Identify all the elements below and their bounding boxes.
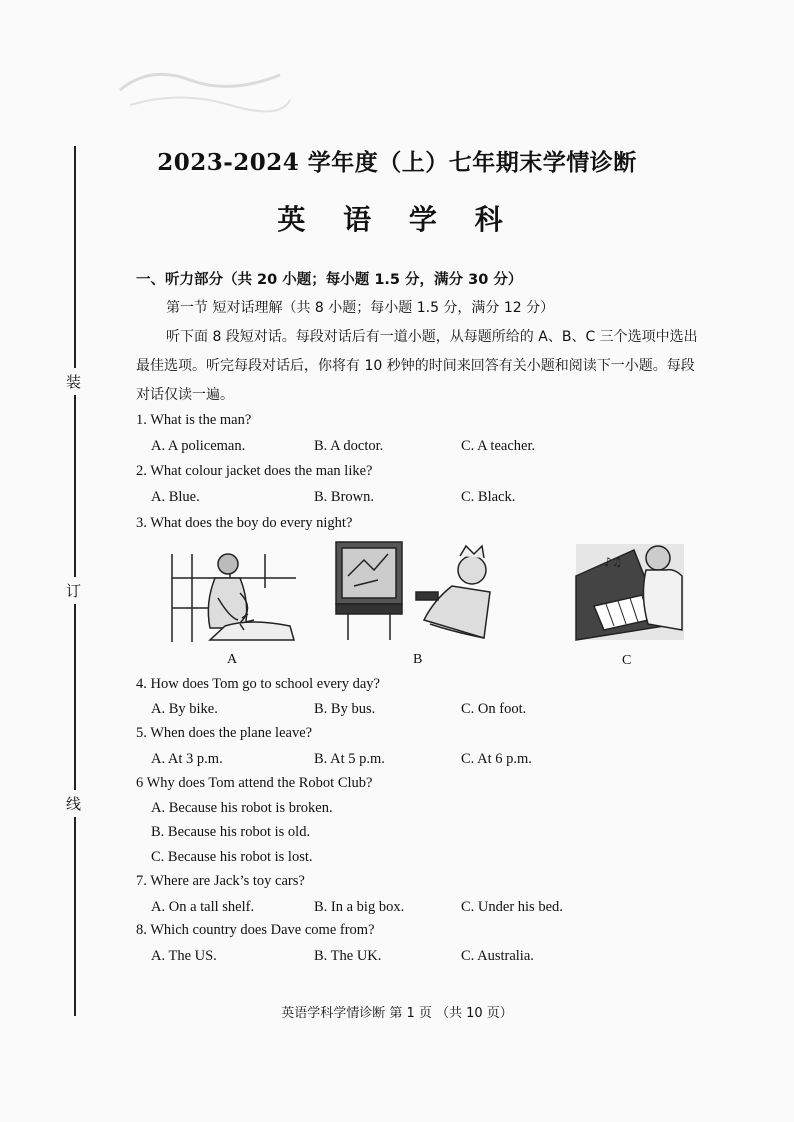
question-4: 4. How does Tom go to school every day? xyxy=(136,676,380,692)
q2-option-a: A. Blue. xyxy=(151,489,200,505)
binding-char-ding: 订 xyxy=(66,577,81,604)
picture-c-label: C xyxy=(622,653,632,668)
q1-option-b: B. A doctor. xyxy=(314,438,384,454)
instruction-line-2: 最佳选项。听完每段对话后，你将有 10 秒钟的时间来回答有关小题和阅读下一小题。每段 xyxy=(136,358,695,374)
binding-char-xian: 线 xyxy=(66,790,81,817)
picture-a-label: A xyxy=(227,652,238,667)
q5-option-b: B. At 5 p.m. xyxy=(314,751,385,767)
q1-option-a: A. A policeman. xyxy=(151,438,246,454)
picture-a-washing xyxy=(170,548,298,644)
picture-c-playing-piano xyxy=(574,536,686,644)
q2-option-c: C. Black. xyxy=(461,489,516,505)
question-2: 2. What colour jacket does the man like? xyxy=(136,463,373,479)
q4-option-c: C. On foot. xyxy=(461,701,527,717)
q8-option-c: C. Australia. xyxy=(461,948,534,964)
exam-title: 2023-2024 学年度（上）七年期末学情诊断 xyxy=(157,149,637,176)
q2-option-b: B. Brown. xyxy=(314,489,375,505)
section-heading: 一、听力部分（共 20 小题；每小题 1.5 分，满分 30 分） xyxy=(136,272,523,288)
q7-option-a: A. On a tall shelf. xyxy=(151,899,255,915)
question-3: 3. What does the boy do every night? xyxy=(136,515,353,531)
part-heading: 第一节 短对话理解（共 8 小题；每小题 1.5 分，满分 12 分） xyxy=(166,300,555,316)
question-8: 8. Which country does Dave come from? xyxy=(136,922,375,938)
q5-option-a: A. At 3 p.m. xyxy=(151,751,223,767)
instruction-line-3: 对话仅读一遍。 xyxy=(136,387,234,403)
q8-option-a: A. The US. xyxy=(151,948,217,964)
q1-option-c: C. A teacher. xyxy=(461,438,536,454)
binding-char-zhuang: 装 xyxy=(66,368,81,395)
q7-option-b: B. In a big box. xyxy=(314,899,405,915)
svg-text:♪♫: ♪♫ xyxy=(604,555,623,569)
question-1: 1. What is the man? xyxy=(136,412,252,428)
q4-option-b: B. By bus. xyxy=(314,701,376,717)
q7-option-c: C. Under his bed. xyxy=(461,899,563,915)
picture-b-watching-tv xyxy=(334,540,492,644)
instruction-line-1: 听下面 8 段短对话。每段对话后有一道小题，从每题所给的 A、B、C 三个选项中选出 xyxy=(166,329,698,345)
q8-option-b: B. The UK. xyxy=(314,948,382,964)
q6-option-c: C. Because his robot is lost. xyxy=(151,849,313,865)
q5-option-c: C. At 6 p.m. xyxy=(461,751,532,767)
subject-title: 英 语 学 科 xyxy=(277,203,517,236)
q6-option-a: A. Because his robot is broken. xyxy=(151,800,333,816)
q6-option-b: B. Because his robot is old. xyxy=(151,824,311,840)
page-footer: 英语学科学情诊断 第 1 页 （共 10 页） xyxy=(281,1006,513,1021)
question-6: 6 Why does Tom attend the Robot Club? xyxy=(136,775,373,791)
picture-b-label: B xyxy=(413,652,423,667)
question-7: 7. Where are Jack’s toy cars? xyxy=(136,873,305,889)
scan-smudge xyxy=(110,60,300,120)
question-5: 5. When does the plane leave? xyxy=(136,725,313,741)
q4-option-a: A. By bike. xyxy=(151,701,218,717)
